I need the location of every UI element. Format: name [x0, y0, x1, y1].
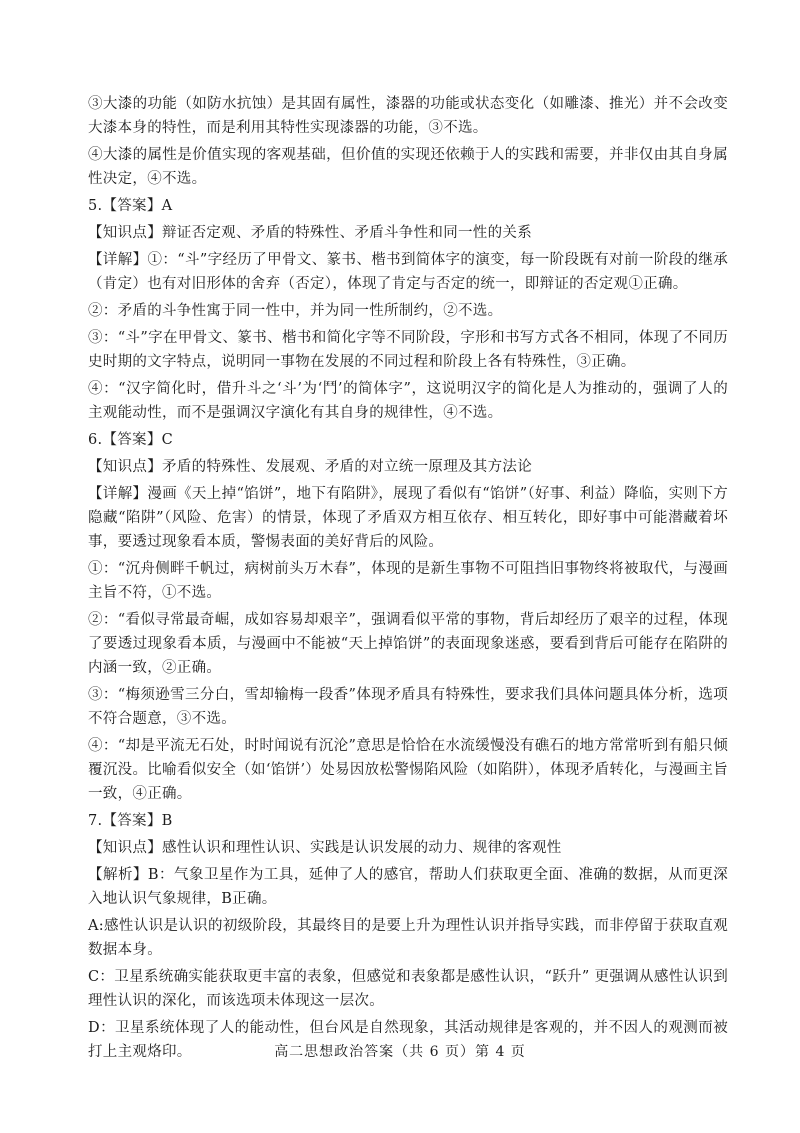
explanation-q6: 【详解】漫画《天上掉“馅饼”，地下有陷阱》，展现了看似有“馅饼”（好事、利益）降临，实则下方隐藏“陷阱”（风险、危害）的情景，体现了矛盾双方相互依存、相互转化，即好事中可能潜藏着坏事，要透过现象看本质，警惕表面的美好背后的风险。	[88, 486, 728, 550]
knowledge-point-q5: 【知识点】辩证否定观、矛盾的特殊性、矛盾斗争性和同一性的关系	[88, 225, 532, 241]
paragraph-q6-option1: ①：“沉舟侧畔千帆过，病树前头万木春”，体现的是新生事物不可阻挡旧事物终将被取代，与漫画主旨不符，①不选。	[88, 561, 728, 601]
paragraph-q4-option3: ③大漆的功能（如防水抗蚀）是其固有属性，漆器的功能或状态变化（如雕漆、推光）并不会改变大漆本身的特性，而是利用其特性实现漆器的功能，③不选。	[88, 96, 728, 136]
analysis-q7: 【解析】B：气象卫星作为工具，延伸了人的感官，帮助人们获取更全面、准确的数据，从而更深入地认识气象规律，B正确。	[88, 867, 728, 907]
knowledge-point-q6: 【知识点】矛盾的特殊性、发展观、矛盾的对立统一原理及其方法论	[88, 459, 532, 475]
paragraph-q5-option4: ④：“汉字简化时，借升斗之‘斗’为‘鬥’的简体字”，这说明汉字的简化是人为推动的，强调了人的主观能动性，而不是强调汉字演化有其自身的规律性，④不选。	[88, 381, 728, 421]
paragraph-q7-option-a: A:感性认识是认识的初级阶段，其最终目的是要上升为理性认识并指导实践，而非停留于获取直观数据本身。	[88, 918, 728, 958]
paragraph-q7-option-c: C：卫星系统确实能获取更丰富的表象，但感觉和表象都是感性认识，“跃升” 更强调从感性认识到理性认识的深化，而该选项未体现这一层次。	[88, 969, 728, 1009]
answer-q5: 5.【答案】A	[88, 198, 173, 214]
paragraph-q6-option4: ④：“却是平流无石处，时时闻说有沉沦”意思是恰恰在水流缓慢没有礁石的地方常常听到有船只倾覆沉没。比喻看似安全（如‘馅饼’）处易因放松警惕陷风险（如陷阱），体现矛盾转化，与漫画主旨一致，④正确。	[88, 738, 728, 802]
answer-q6: 6.【答案】C	[88, 432, 174, 448]
answer-content	[88, 92, 728, 1064]
knowledge-point-q7: 【知识点】感性认识和理性认识、实践是认识发展的动力、规律的客观性	[88, 840, 562, 856]
page-footer: 高二思想政治答案（共 6 页）第 4 页	[274, 1044, 526, 1060]
answer-q7: 7.【答案】B	[88, 813, 173, 829]
paragraph-q5-option2: ②：矛盾的斗争性寓于同一性中，并为同一性所制约，②不选。	[88, 303, 503, 319]
explanation-q5: 【详解】①：“斗”字经历了甲骨文、篆书、楷书到简体字的演变，每一阶段既有对前一阶段的继承（肯定）也有对旧形体的舍弃（否定），体现了肯定与否定的统一，即辩证的否定观①正确。	[88, 252, 728, 292]
paragraph-q5-option3: ③：“斗”字在甲骨文、篆书、楷书和简化字等不同阶段，字形和书写方式各不相同，体现了不同历史时期的文字特点，说明同一事物在发展的不同过程和阶段上各有特殊性，③正确。	[88, 330, 728, 370]
paragraph-q6-option2: ②：“看似寻常最奇崛，成如容易却艰辛”，强调看似平常的事物，背后却经历了艰辛的过程，体现了要透过现象看本质，与漫画中不能被“天上掉馅饼”的表面现象迷惑，要看到背后可能存在陷阱的内涵一致，②正确。	[88, 612, 728, 676]
paragraph-q4-option4: ④大漆的属性是价值实现的客观基础，但价值的实现还依赖于人的实践和需要，并非仅由其自身属性决定，④不选。	[88, 147, 728, 187]
paragraph-q6-option3: ③：“梅须逊雪三分白，雪却输梅一段香”体现矛盾具有特殊性，要求我们具体问题具体分析，选项不符合题意，③不选。	[88, 687, 728, 727]
paragraph-q7-option-d: D：卫星系统体现了人的能动性，但台风是自然现象，其活动规律是客观的，并不因人的观测而被打上主观烙印。	[88, 1020, 728, 1060]
